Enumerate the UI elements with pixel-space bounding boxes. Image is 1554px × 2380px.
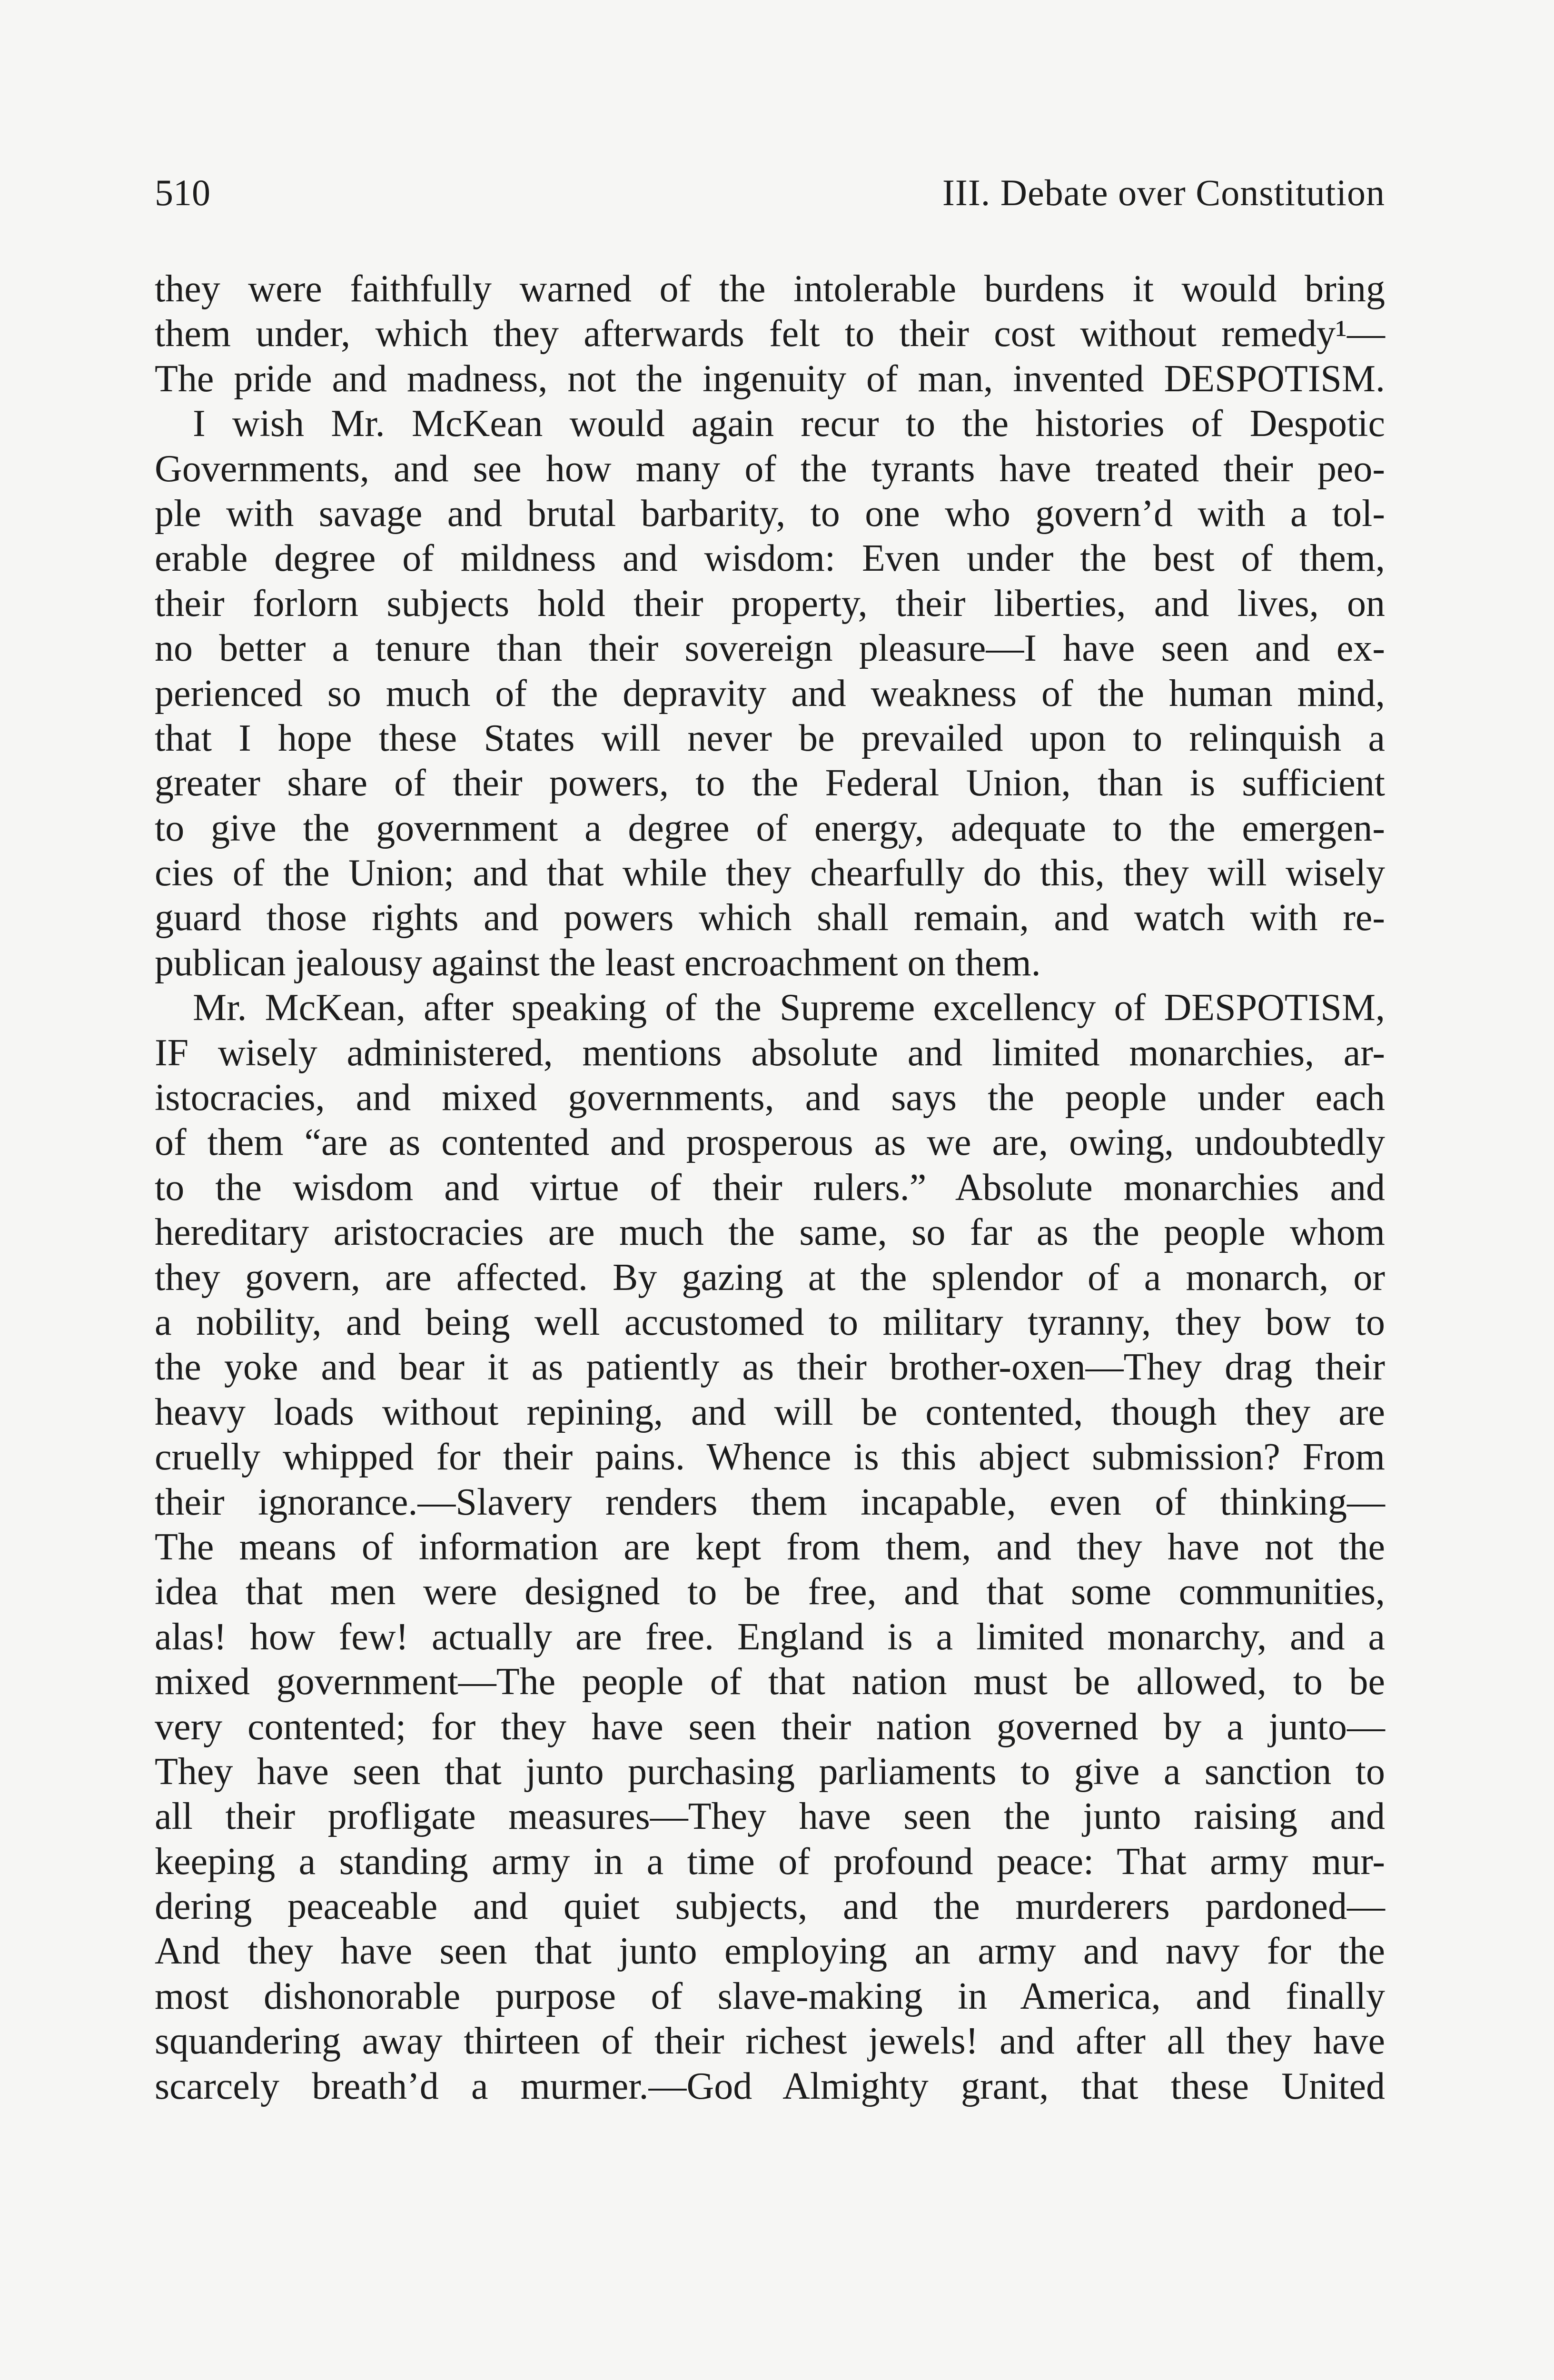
text-line: they govern, are affected. By gazing at the splendor of a monarch, or xyxy=(155,1256,1385,1299)
text-line: guard those rights and powers which shall remain, and watch with re- xyxy=(155,897,1385,939)
text-line: erable degree of mildness and wisdom: Even under the best of them, xyxy=(155,537,1385,580)
text-line: their ignorance.—Slavery renders them incapable, even of thinking— xyxy=(155,1481,1385,1523)
page-number: 510 xyxy=(155,172,210,213)
text-line: Mr. McKean, after speaking of the Supreme excellency of DESPOTISM, xyxy=(193,987,1385,1029)
text-line: them under, which they afterwards felt to their cost without remedy¹— xyxy=(155,313,1385,355)
text-line: ple with savage and brutal barbarity, to one who govern’d with a tol- xyxy=(155,492,1385,535)
text-line: their forlorn subjects hold their property, their liberties, and lives, on xyxy=(155,582,1385,625)
text-line: And they have seen that junto employing an army and navy for the xyxy=(155,1930,1385,1973)
text-line: of them “are as contented and prosperous as we are, owing, undoubtedly xyxy=(155,1121,1385,1164)
text-line: IF wisely administered, mentions absolute and limited monarchies, ar- xyxy=(155,1031,1385,1074)
text-line: They have seen that junto purchasing parliaments to give a sanction to xyxy=(155,1750,1385,1793)
text-line: heavy loads without repining, and will be contented, though they are xyxy=(155,1391,1385,1433)
text-line: most dishonorable purpose of slave-making in America, and finally xyxy=(155,1975,1385,2017)
text-line: istocracies, and mixed governments, and says the people under each xyxy=(155,1077,1385,1119)
text-line: cruelly whipped for their pains. Whence is this abject submission? From xyxy=(155,1436,1385,1478)
running-head: III. Debate over Constitution xyxy=(942,172,1385,213)
text-line: keeping a standing army in a time of profound peace: That army mur- xyxy=(155,1840,1385,1883)
text-line: perienced so much of the depravity and weakness of the human mind, xyxy=(155,672,1385,714)
text-line: Governments, and see how many of the tyrants have treated their peo- xyxy=(155,447,1385,490)
text-line: squandering away thirteen of their richest jewels! and after all they have xyxy=(155,2020,1385,2063)
text-line: the yoke and bear it as patiently as their brother-oxen—They drag their xyxy=(155,1346,1385,1388)
text-line: cies of the Union; and that while they chearfully do this, they will wisely xyxy=(155,852,1385,894)
body-text xyxy=(155,267,1385,2109)
text-line: idea that men were designed to be free, and that some communities, xyxy=(155,1571,1385,1613)
text-line: dering peaceable and quiet subjects, and the murderers pardoned— xyxy=(155,1885,1385,1928)
text-line: all their profligate measures—They have seen the junto raising and xyxy=(155,1795,1385,1838)
text-line: The means of information are kept from them, and they have not the xyxy=(155,1526,1385,1568)
text-line: scarcely breath’d a murmer.—God Almighty grant, that these United xyxy=(155,2065,1385,2107)
text-line: alas! how few! actually are free. England is a limited monarchy, and a xyxy=(155,1616,1385,1658)
text-line: to give the government a degree of energy, adequate to the emergen- xyxy=(155,807,1385,849)
text-line: no better a tenure than their sovereign pleasure—I have seen and ex- xyxy=(155,627,1385,670)
text-line: to the wisdom and virtue of their rulers.” Absolute monarchies and xyxy=(155,1166,1385,1209)
text-line: I wish Mr. McKean would again recur to the histories of Despotic xyxy=(193,403,1385,445)
text-line: they were faithfully warned of the intolerable burdens it would bring xyxy=(155,268,1385,310)
text-line: greater share of their powers, to the Federal Union, than is sufficient xyxy=(155,762,1385,804)
text-line: hereditary aristocracies are much the same, so far as the people whom xyxy=(155,1211,1385,1254)
text-line: The pride and madness, not the ingenuity of man, invented DESPOTISM. xyxy=(155,357,1385,400)
text-line: a nobility, and being well accustomed to military tyranny, they bow to xyxy=(155,1301,1385,1343)
page-header xyxy=(155,169,1385,217)
text-line: that I hope these States will never be prevailed upon to relinquish a xyxy=(155,717,1385,759)
text-line: mixed government—The people of that nation must be allowed, to be xyxy=(155,1661,1385,1703)
text-line: very contented; for they have seen their nation governed by a junto— xyxy=(155,1706,1385,1748)
text-line: publican jealousy against the least encroachment on them. xyxy=(155,942,1041,984)
